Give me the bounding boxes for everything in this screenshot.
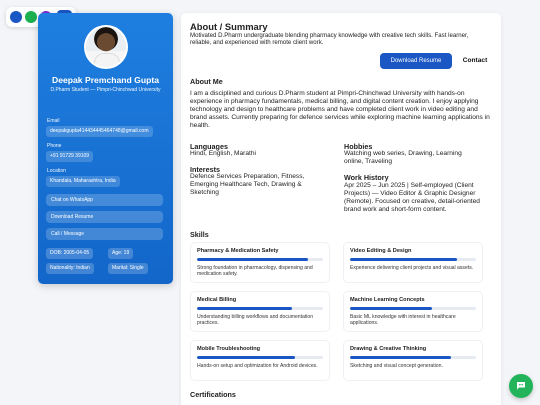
hobbies-text: Watching web series, Drawing, Learning online, Traveling (344, 150, 462, 165)
page-title: About / Summary (190, 21, 268, 32)
skill-title: Mobile Troubleshooting (197, 346, 261, 352)
summary-text: Motivated D.Pharm undergraduate blending pharmacy knowledge with creative tech skills. Fast learner, reliable, and experienced with remote client work. (190, 32, 469, 47)
skill-card (343, 242, 483, 283)
certifications-heading: Certifications (190, 390, 236, 399)
skill-progress-bar (350, 307, 476, 310)
email-value[interactable]: deepakgupta414434445464748@gmail.com (46, 126, 153, 137)
skill-title: Medical Billing (197, 297, 237, 303)
profile-role: D.Pharm Student — Pimpri-Chinchwad University (50, 87, 161, 93)
skill-card (190, 291, 330, 332)
theme-swatch-blue[interactable] (10, 11, 22, 23)
skill-progress-bar (197, 356, 323, 359)
skill-description: Experience delivering client projects and visual assets. (350, 265, 474, 271)
location-label: Location (47, 168, 66, 174)
about-text: I am a disciplined and curious D.Pharm student at Pimpri-Chinchwad University with hands-on experience in pharmacy fundamentals, medical billing, and digital content creation. I enjoy applying technology and design to healthcare problems and have completed client work in video editing and brand assets. Currently preparing for defence services while exploring machine learning applications in health. (190, 90, 490, 129)
profile-sidebar (38, 13, 173, 284)
main-content (181, 13, 501, 405)
skill-description: Strong foundation in pharmacology, dispensing and medication safety. (197, 265, 313, 278)
call-message-button[interactable]: Call / Message (46, 228, 163, 240)
theme-swatch-green[interactable] (25, 11, 37, 23)
phone-label: Phone (47, 143, 62, 149)
nationality-chip: Nationality: Indian (46, 263, 94, 274)
skill-progress-bar (350, 356, 476, 359)
phone-value[interactable]: +91 91729 39109 (46, 151, 93, 162)
languages-text: Hindi, English, Marathi (190, 150, 256, 157)
skill-description: Understanding billing workflows and documentation practices. (197, 314, 314, 327)
skill-progress-bar (197, 258, 323, 261)
contact-button[interactable]: Contact (456, 53, 494, 69)
work-history-heading: Work History (344, 173, 389, 182)
whatsapp-button[interactable]: Chat on WhatsApp (46, 194, 163, 206)
chat-fab-button[interactable] (509, 374, 533, 398)
age-chip: Age: 19 (108, 248, 133, 259)
skill-description: Sketching and visual concept generation. (350, 363, 443, 369)
chat-bubble-icon (515, 380, 527, 392)
skill-card (343, 340, 483, 381)
skills-heading: Skills (190, 230, 209, 239)
skill-progress-bar (350, 258, 476, 261)
email-label: Email (47, 118, 60, 124)
skill-description: Hands-on setup and optimization for Android devices. (197, 363, 318, 369)
skill-description: Basic ML knowledge with interest in healthcare applications. (350, 314, 456, 327)
skill-title: Machine Learning Concepts (350, 297, 425, 303)
location-value: Khandala, Maharashtra, India (46, 176, 120, 187)
skill-card (190, 242, 330, 283)
skill-title: Pharmacy & Medication Safety (197, 248, 279, 254)
dob-chip: DOB: 2005-04-05 (46, 248, 93, 259)
skill-progress-bar (197, 307, 323, 310)
profile-name: Deepak Premchand Gupta (52, 75, 159, 85)
work-history-text: Apr 2025 – Jun 2025 | Self-employed (Client Projects) — Video Editor & Graphic Designer (Remote). Focused on creative, detail-oriented brand work and short-form content. (344, 182, 480, 213)
interests-text: Defence Services Preparation, Fitness, Emerging Healthcare Tech, Drawing & Sketching (190, 173, 305, 196)
interests-heading: Interests (190, 165, 220, 174)
download-resume-main-button[interactable]: Download Resume (380, 53, 452, 69)
avatar (84, 25, 128, 69)
marital-chip: Marital: Single (108, 263, 148, 274)
skill-card (343, 291, 483, 332)
skill-title: Video Editing & Design (350, 248, 412, 254)
skill-title: Drawing & Creative Thinking (350, 346, 427, 352)
skill-card (190, 340, 330, 381)
hobbies-heading: Hobbies (344, 142, 373, 151)
languages-heading: Languages (190, 142, 228, 151)
download-resume-button[interactable]: Download Resume (46, 211, 163, 223)
about-heading: About Me (190, 77, 223, 86)
